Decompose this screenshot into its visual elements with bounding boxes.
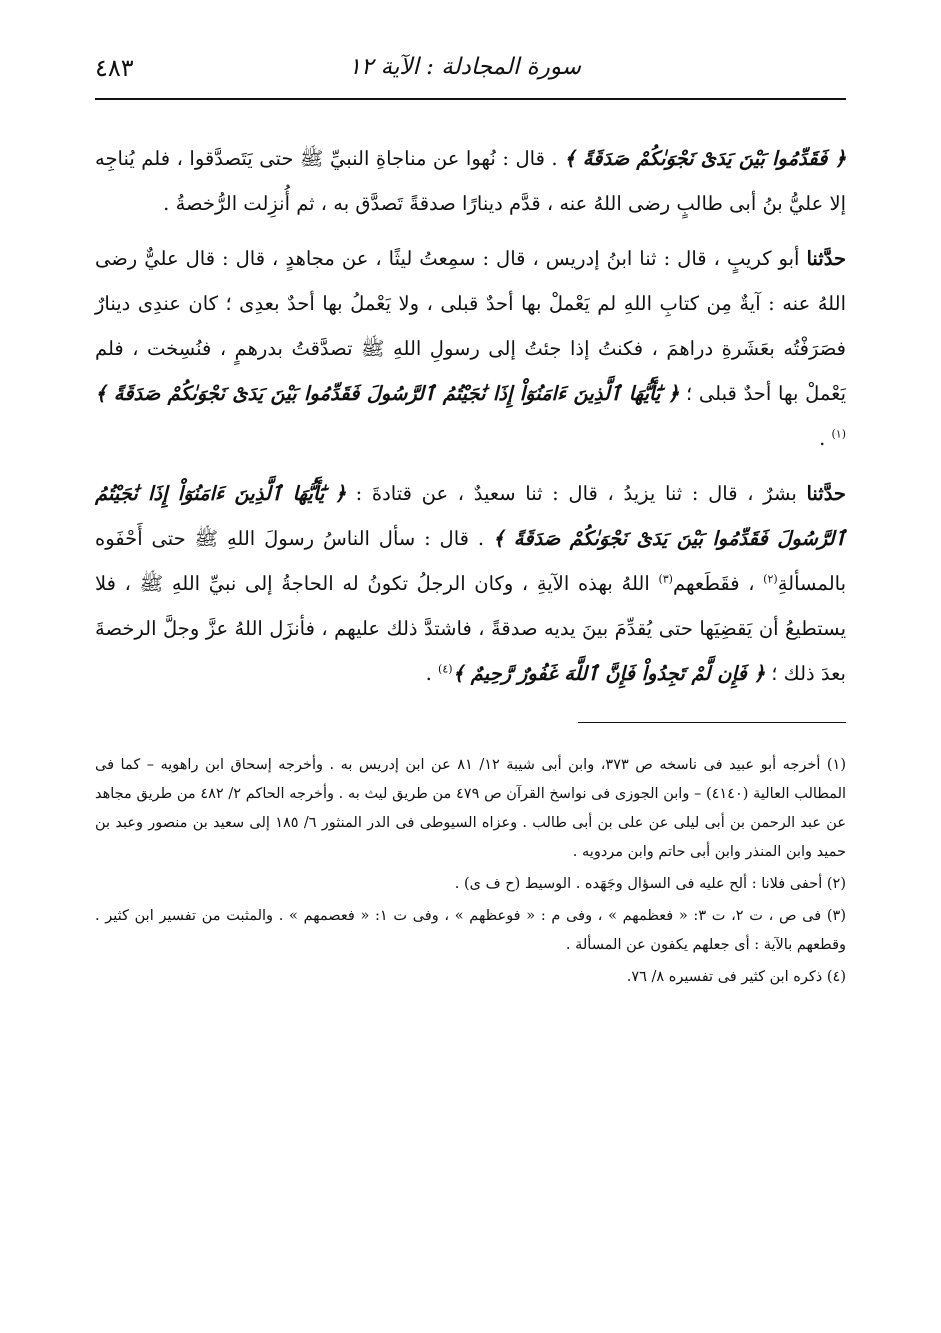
paragraph-text: . xyxy=(425,662,439,685)
isnad-lead: حدَّثنا xyxy=(806,247,846,270)
isnad-lead: حدَّثنا xyxy=(806,482,846,505)
footnote-1: (١) أخرجه أبو عبيد فى ناسخه ص ٣٧٣، وابن أبى شيبة ١٢/ ٨١ عن ابن إدريس به . وأخرجه إسحاق ابن راهويه – كما فى المطالب العالية (٤١٤٠) – وابن الجوزى فى نواسخ القرآن ص ٤٧٩ من طريق ليث به . وأخرجه الحاكم ٢/ ٤٨٢ من طريق مجاهد عن عبد الرحمن بن أبى ليلى عن على بن أبى طالب . وعزاه السيوطى فى الدر المنثور ٦/ ١٨٥ إلى سعيد بن منصور وعبد بن حميد وابن المنذر وابن أبى حاتم وابن مردويه . xyxy=(95,757,847,860)
header-rule xyxy=(95,98,846,100)
paragraph-3 xyxy=(95,471,846,696)
footnote-ref-3[interactable]: (٣) xyxy=(658,572,673,586)
paragraph-text: ، فقَطَعهم xyxy=(672,572,764,595)
page-number: ٤٨٣ xyxy=(95,54,134,82)
footnote-separator xyxy=(578,722,846,723)
footnote-2: (٢) أحفى فلانا : ألح عليه فى السؤال وجَهَده . الوسيط (ح ف ى) . xyxy=(454,876,846,892)
footnotes xyxy=(95,751,846,992)
main-text xyxy=(95,136,846,696)
quran-quote: ﴿ يَٰٓأَيُّهَا ٱلَّذِينَ ءَامَنُوٓاْ إِذَا نَٰجَيْتُمُ ٱلرَّسُولَ فَقَدِّمُوا بَيْنَ يَدَىْ نَجْوَىٰكُمْ صَدَقَةً ﴾ xyxy=(95,382,680,405)
running-head xyxy=(95,48,846,94)
paragraph-text: بشرٌ ، قال : ثنا يزيدُ ، قال : ثنا سعيدٌ ، عن قتادةَ : xyxy=(346,482,807,505)
footnote-ref-1[interactable]: (١) xyxy=(831,427,846,441)
paragraph-text: . قال : سأل الناسُ رسولَ اللهِ ﷺ حتى أَحْفَوه بالمسألةِ xyxy=(95,527,847,595)
paragraph-text: . قال : نُهوا عن مناجاةِ النبيِّ ﷺ حتى يَتَصدَّقوا ، فلم يُناجِه إلا عليُّ بنُ أبى طالبٍ رضى اللهُ عنه ، قدَّم دينارًا صدقةً تَصدَّق به ، ثم أُنزِلت الرُّخصةُ . xyxy=(95,147,846,215)
footnote-3: (٣) فى ص ، ت ٢، ت ٣: « فعظمهم » ، وفى م : « فوعظهم » ، وفى ت ١: « فعصمهم » . والمثبت من تفسير ابن كثير . وقطعهم بالآية : أى جعلهم يكفون عن المسألة . xyxy=(95,908,846,953)
paragraph-2 xyxy=(95,236,846,461)
paragraph-text: . xyxy=(819,427,832,450)
footnote-ref-4[interactable]: (٤) xyxy=(438,662,453,676)
paragraph-text: اللهُ بهذه الآيةِ ، وكان الرجلُ تكونُ له الحاجةُ إلى نبيِّ اللهِ ﷺ ، فلا يستطيعُ أن يَقضِيَها حتى يُقدِّمَ بينَ يديه صدقةً ، فاشتدَّ ذلك عليهم ، فأنزَل اللهُ عزَّ وجلَّ الرخصةَ بعدَ ذلك ؛ xyxy=(95,572,846,685)
footnote-ref-2[interactable]: (٢) xyxy=(763,572,778,586)
running-title: سورة المجادلة : الآية ١٢ xyxy=(348,54,581,80)
paragraph-1 xyxy=(95,136,846,226)
quran-quote: ﴿ فَقَدِّمُوا بَيْنَ يَدَىْ نَجْوَىٰكُمْ صَدَقَةً ﴾ xyxy=(564,147,846,170)
paragraph-text: أبو كريبٍ ، قال : ثنا ابنُ إدريس ، قال : سمِعتُ ليثًا ، عن مجاهدٍ ، قال : قال عليٌّ رضى اللهُ عنه : آيةٌ مِن كتابِ اللهِ لم يَعْملْ بها أحدٌ قبلى ، ولا يَعْملُ بها أحدٌ بعدِى ؛ كان عندِى دينارٌ فصَرَفْتُه بعَشَرةِ دراهمَ ، فكنتُ إذا جئتُ إلى رسولِ اللهِ ﷺ تصدَّقتُ بدرهمٍ ، فنُسِخت ، فلم يَعْملْ بها أحدٌ قبلى ؛ xyxy=(95,247,847,405)
quran-quote: ﴿ يَٰٓأَيُّهَا ٱلَّذِينَ ءَامَنُوٓاْ إِذَا نَٰجَيْتُمُ ٱلرَّسُولَ فَقَدِّمُوا بَيْنَ يَدَىْ نَجْوَىٰكُمْ صَدَقَةً ﴾ xyxy=(95,482,846,550)
quran-quote: ﴿ فَإِن لَّمْ تَجِدُواْ فَإِنَّ ٱللَّهَ غَفُورٌ رَّحِيمٌ ﴾ xyxy=(452,662,766,685)
footnote-4: (٤) ذكره ابن كثير فى تفسيره ٨/ ٧٦. xyxy=(626,969,846,985)
